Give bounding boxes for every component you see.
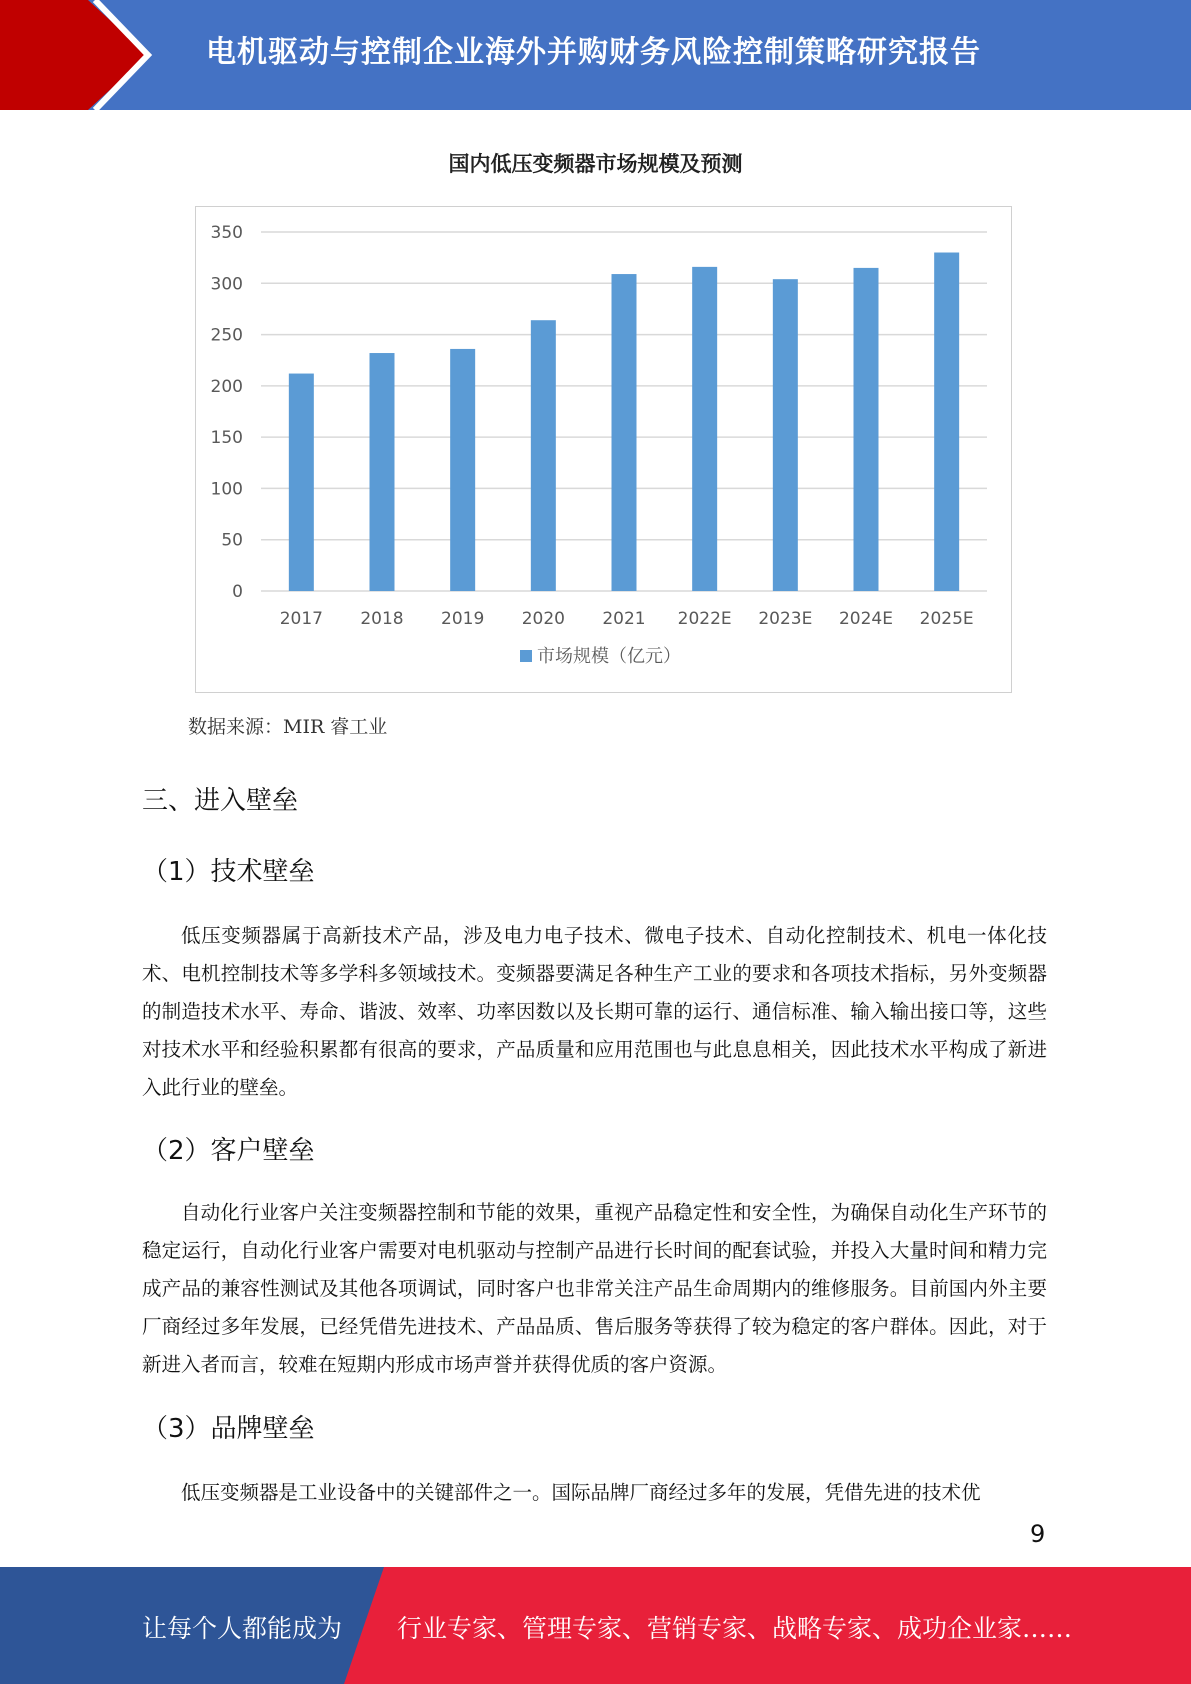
paragraph-tech: 低压变频器属于高新技术产品，涉及电力电子技术、微电子技术、自动化控制技术、机电一体化技术、电机控制技术等多学科多领域技术。变频器要满足各种生产工业的要求和各项技术指标，另外变频器的制造技术水平、寿命、谐波、效率、功率因数以及长期可靠的运行、通信标准、输入输出接口等，这些对技术水平和经验积累都有很高的要求，产品质量和应用范围也与此息息相关，因此技术水平构成了新进入此行业的壁垒。 bbox=[142, 924, 1047, 1099]
paragraph-brand: 低压变频器是工业设备中的关键部件之一。国际品牌厂商经过多年的发展，凭借先进的技术优 bbox=[181, 1481, 981, 1504]
bar-chart bbox=[195, 206, 1012, 693]
chart-source: 数据来源：MIR 睿工业 bbox=[188, 716, 388, 738]
x-tick-label: 2024E bbox=[838, 609, 894, 629]
chart-title: 国内低压变频器市场规模及预测 bbox=[448, 152, 743, 176]
subsection-heading-tech: （1）技术壁垒 bbox=[142, 857, 315, 887]
x-tick-label: 2017 bbox=[279, 609, 323, 629]
paragraph-customer: 自动化行业客户关注变频器控制和节能的效果，重视产品稳定性和安全性，为确保自动化生产环节的稳定运行，自动化行业客户需要对电机驱动与控制产品进行长时间的配套试验，并投入大量时间和精力完成产品的兼容性测试及其他各项调试，同时客户也非常关注产品生命周期内的维修服务。目前国内外主要厂商经过多年发展，已经凭借先进技术、产品品质、售后服务等获得了较为稳定的客户群体。因此，对于新进入者而言，较难在短期内形成市场声誉并获得优质的客户资源。 bbox=[142, 1201, 1047, 1376]
y-tick-label: 250 bbox=[210, 325, 243, 346]
page-footer bbox=[0, 1567, 1191, 1684]
subsection-heading-brand: （3）品牌壁垒 bbox=[142, 1414, 315, 1444]
legend-label: 市场规模（亿元） bbox=[537, 646, 681, 667]
bar bbox=[773, 279, 798, 591]
y-tick-label: 350 bbox=[210, 223, 243, 243]
subsection-heading-customer: （2）客户壁垒 bbox=[142, 1136, 315, 1166]
page-header bbox=[0, 0, 1191, 110]
x-tick-label: 2023E bbox=[758, 609, 813, 629]
bar bbox=[531, 320, 556, 591]
footer-slogan-right: 行业专家、管理专家、营销专家、战略专家、成功企业家…… bbox=[397, 1614, 1073, 1643]
bar bbox=[692, 267, 717, 591]
y-tick-label: 100 bbox=[210, 479, 243, 500]
x-tick-label: 2025E bbox=[919, 609, 974, 629]
footer-slogan-left: 让每个人都能成为 bbox=[142, 1614, 343, 1643]
x-tick-label: 2019 bbox=[441, 609, 485, 629]
x-tick-label: 2018 bbox=[360, 609, 404, 629]
y-tick-label: 150 bbox=[210, 428, 243, 449]
bar bbox=[854, 268, 879, 591]
bar bbox=[370, 353, 395, 591]
y-tick-label: 200 bbox=[210, 376, 243, 397]
y-tick-label: 50 bbox=[221, 530, 243, 551]
bar bbox=[450, 349, 475, 591]
x-tick-label: 2021 bbox=[602, 609, 646, 629]
bar bbox=[289, 374, 314, 591]
bar bbox=[934, 253, 959, 591]
y-tick-label: 0 bbox=[232, 582, 243, 602]
report-title: 电机驱动与控制企业海外并购财务风险控制策略研究报告 bbox=[206, 35, 981, 70]
x-tick-label: 2022E bbox=[677, 609, 732, 629]
page-number: 9 bbox=[1030, 1520, 1046, 1548]
y-tick-label: 300 bbox=[210, 274, 243, 295]
bar bbox=[612, 274, 637, 591]
x-tick-label: 2020 bbox=[521, 609, 565, 629]
section-title: 三、进入壁垒 bbox=[142, 786, 299, 816]
legend-swatch bbox=[520, 650, 532, 662]
